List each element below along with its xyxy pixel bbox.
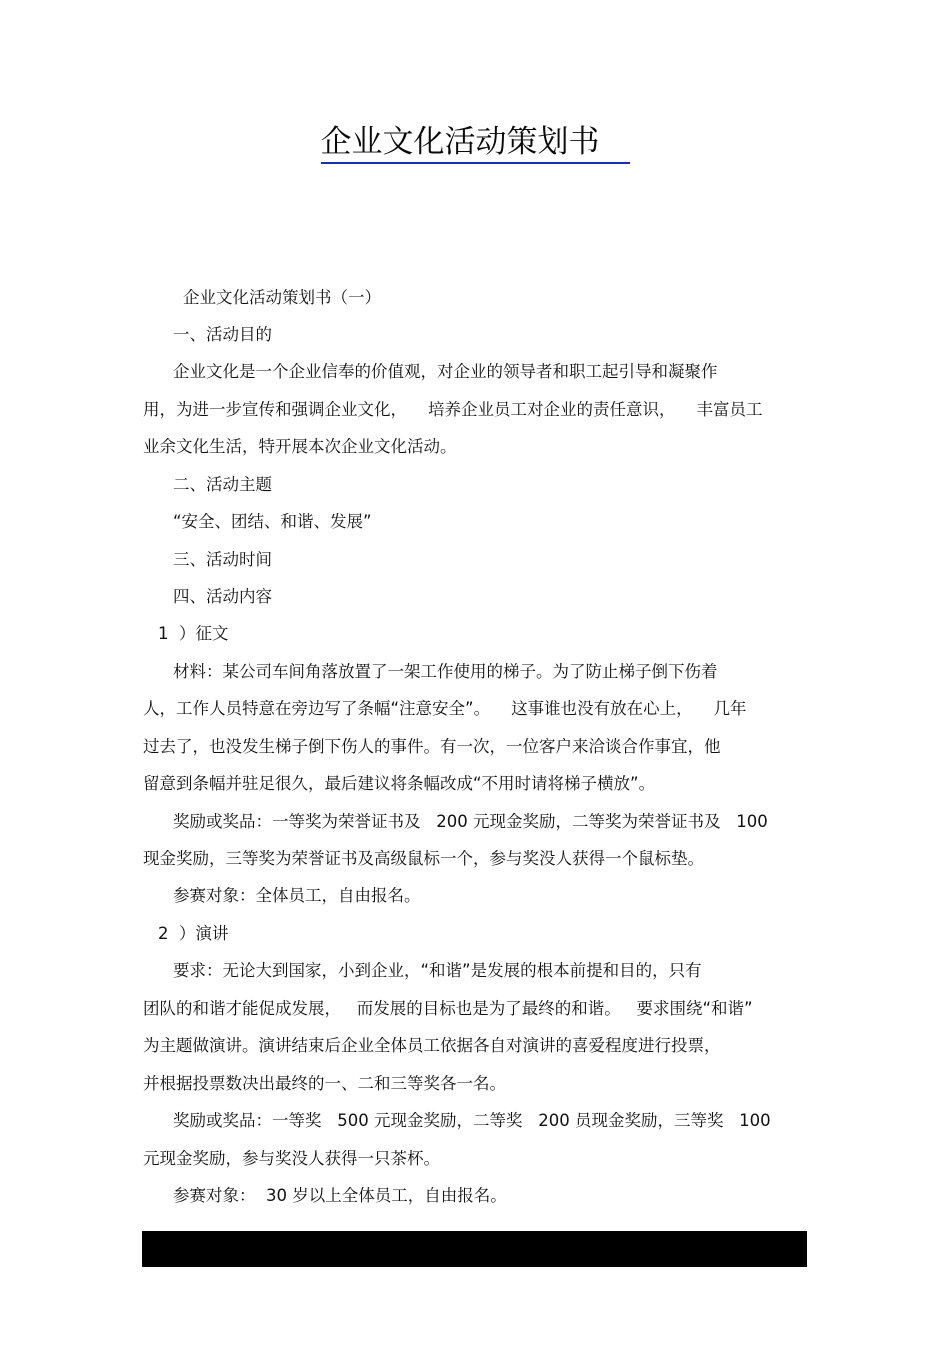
paragraph-line: 业余文化生活，特开展本次企业文化活动。 <box>143 437 457 456</box>
paragraph-line: 人，工作人员特意在旁边写了条幅“注意安全”。 这事谁也没有放在心上， 几年 <box>143 699 747 718</box>
redaction-bar <box>142 1231 807 1267</box>
paragraph-line: 为主题做演讲。演讲结束后企业全体员工依据各自对演讲的喜爱程度进行投票， <box>143 1036 721 1055</box>
heading-purpose: 一、活动目的 <box>173 325 272 344</box>
paragraph-line: 要求：无论大到国家，小到企业，“和谐”是发展的根本前提和目的，只有 <box>173 961 702 980</box>
document-title-wrap <box>0 122 950 164</box>
paragraph-line: 现金奖励，三等奖为荣誉证书及高级鼠标一个，参与奖没人获得一个鼠标垫。 <box>143 849 704 868</box>
document-title: 企业文化活动策划书 <box>321 122 630 164</box>
paragraph-line: 奖励或奖品：一等奖 500 元现金奖励，二等奖 200 员现金奖励，三等奖 100 <box>173 1111 771 1130</box>
paragraph-line: 并根据投票数决出最终的一、二和三等奖各一名。 <box>143 1074 506 1093</box>
subheading-essay: 1 ）征文 <box>158 624 229 643</box>
paragraph-line: 元现金奖励，参与奖没人获得一只茶杯。 <box>143 1149 440 1168</box>
paragraph-line: 参赛对象： 30 岁以上全体员工，自由报名。 <box>173 1186 507 1205</box>
paragraph-line: 奖励或奖品：一等奖为荣誉证书及 200 元现金奖励，二等奖为荣誉证书及 100 <box>173 812 768 831</box>
theme-text: “安全、团结、和谐、发展” <box>173 512 372 531</box>
paragraph-line: 留意到条幅并驻足很久，最后建议将条幅改成“不用时请将梯子横放”。 <box>143 774 656 793</box>
heading-theme: 二、活动主题 <box>173 475 272 494</box>
heading-content: 四、活动内容 <box>173 587 272 606</box>
paragraph-line: 用，为进一步宣传和强调企业文化， 培养企业员工对企业的责任意识， 丰富员工 <box>143 400 763 419</box>
paragraph-line: 过去了，也没发生梯子倒下伤人的事件。有一次，一位客户来洽谈合作事宜，他 <box>143 737 721 756</box>
section-heading: 企业文化活动策划书（一） <box>183 288 381 307</box>
paragraph-line: 参赛对象：全体员工，自由报名。 <box>173 886 421 905</box>
subheading-speech: 2 ）演讲 <box>158 924 229 943</box>
paragraph-line: 材料：某公司车间角落放置了一架工作使用的梯子。为了防止梯子倒下伤着 <box>173 662 718 681</box>
paragraph-line: 企业文化是一个企业信奉的价值观，对企业的领导者和职工起引导和凝聚作 <box>173 362 718 381</box>
heading-time: 三、活动时间 <box>173 550 272 569</box>
paragraph-line: 团队的和谐才能促成发展， 而发展的目标也是为了最终的和谐。 要求围绕“和谐” <box>143 999 753 1018</box>
